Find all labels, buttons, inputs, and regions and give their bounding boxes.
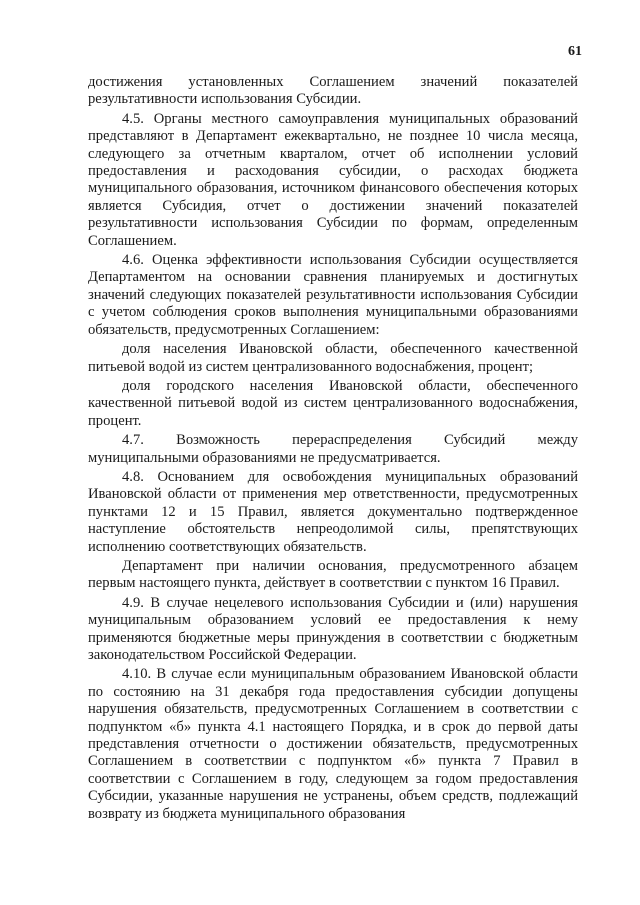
page-number: 61	[568, 44, 582, 59]
paragraph-4-7: 4.7. Возможность перераспределения Субсидий между муниципальными образованиями не предусматривается.	[88, 432, 578, 466]
paragraph-4-8: 4.8. Основанием для освобождения муниципальных образований Ивановской области от применения мер ответственности, предусмотренных пунктами 12 и 15 Правил, является документально подтвержденное наступление обстоятельств непреодолимой силы, препятствующих исполнению соответствующих обязательств.	[88, 468, 578, 555]
paragraph-4-10: 4.10. В случае если муниципальным образованием Ивановской области по состоянию на 31 декабря года предоставления субсидии допущены нарушения обязательств, предусмотренных Соглашением в соответствии с подпунктом «б» пункта 4.1 настоящего Порядка, и в срок до первой даты представления отчетности о достижении обязательств, предусмотренных Соглашением в соответствии с подпунктом «б» пункта 7 Правил в соответствии с Соглашением в году, следующем за годом предоставления Субсидии, указанные нарушения не устранены, объем средств, подлежащий возврату из бюджета муниципального образования	[88, 666, 578, 822]
paragraph-4-9: 4.9. В случае нецелевого использования Субсидии и (или) нарушения муниципальным образованием условий ее предоставления к нему применяются бюджетные меры принуждения в соответствии с бюджетным законодательством Российской Федерации.	[88, 594, 578, 663]
paragraph-indicator-1: доля населения Ивановской области, обеспеченного качественной питьевой водой из систем централизованного водоснабжения, процент;	[88, 341, 578, 375]
paragraph-4-8-department: Департамент при наличии основания, предусмотренного абзацем первым настоящего пункта, действует в соответствии с пунктом 16 Правил.	[88, 557, 578, 592]
paragraph-continuation: достижения установленных Соглашением значений показателей результативности использования Субсидии.	[88, 74, 578, 108]
paragraph-4-6: 4.6. Оценка эффективности использования Субсидии осуществляется Департаментом на основании сравнения планируемых и достигнутых значений следующих показателей результативности использования Субсидии с учетом соблюдения сроков выполнения муниципальными образованиями обязательств, предусмотренных Соглашением:	[88, 252, 578, 338]
paragraph-indicator-2: доля городского населения Ивановской области, обеспеченного качественной питьевой водой из систем централизованного водоснабжения, процент.	[88, 377, 578, 429]
paragraph-4-5: 4.5. Органы местного самоуправления муниципальных образований представляют в Департамент ежеквартально, не позднее 10 числа месяца, следующего за отчетным кварталом, отчет об исполнении условий предоставления и расходования субсидии, о расходах бюджета муниципального образования, источником финансового обеспечения которых является Субсидия, отчет о достижении значений показателей результативности использования Субсидии по формам, определенным Соглашением.	[88, 110, 578, 249]
document-body	[88, 74, 578, 825]
